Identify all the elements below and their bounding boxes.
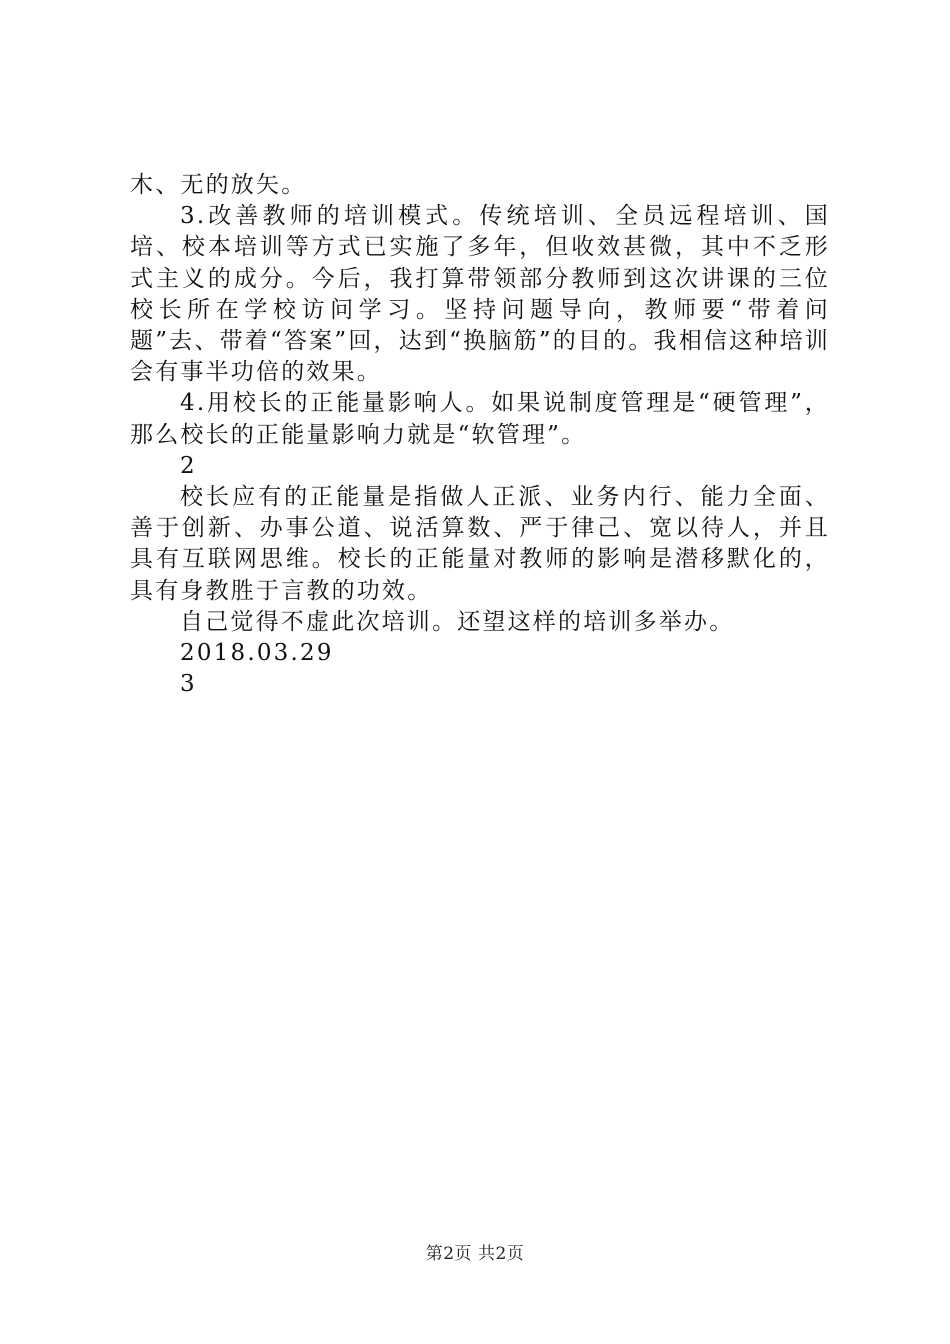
paragraph-training-mode: 3.改善教师的培训模式。传统培训、全员远程培训、国培、校本培训等方式已实施了多年，但收效甚微，其中不乏形式主义的成分。今后，我打算带领部分教师到这次讲课的三位校长所在学校访问学习。坚持问题导向，教师要“带着问题”去、带着“答案”回，达到“换脑筋”的目的。我相信这种培训会有事半功倍的效果。 bbox=[130, 203, 830, 386]
inline-page-number-3: 3 bbox=[180, 671, 197, 698]
document-body bbox=[130, 170, 830, 700]
document-date: 2018.03.29 bbox=[180, 640, 334, 667]
paragraph-principal-qualities: 校长应有的正能量是指做人正派、业务内行、能力全面、善于创新、办事公道、说活算数、严于律己、宽以待人，并且具有互联网思维。校长的正能量对教师的影响是潜移默化的，具有身教胜于言教的功效。 bbox=[130, 484, 830, 604]
page-footer: 第2页 共2页 bbox=[425, 1244, 525, 1264]
paragraph-conclusion: 自己觉得不虚此次培训。还望这样的培训多举办。 bbox=[180, 608, 735, 635]
inline-page-number-2: 2 bbox=[180, 452, 197, 479]
paragraph-positive-energy: 4.用校长的正能量影响人。如果说制度管理是“硬管理”，那么校长的正能量影响力就是“软管理”。 bbox=[130, 390, 830, 448]
paragraph-continuation: 木、无的放矢。 bbox=[130, 172, 307, 198]
